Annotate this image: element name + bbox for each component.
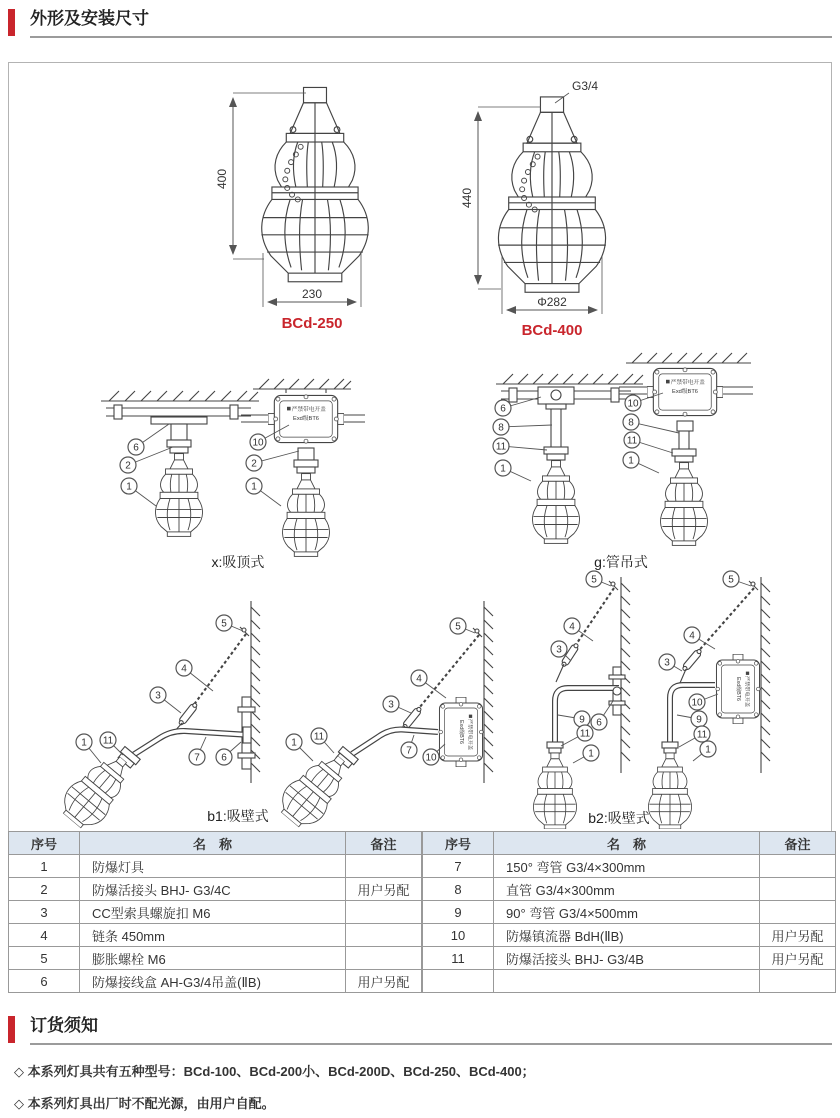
- callout-1: [623, 452, 659, 473]
- svg-text:1: 1: [500, 463, 506, 475]
- callout-11: [624, 432, 673, 453]
- svg-text:1: 1: [628, 455, 634, 467]
- callout-7: [401, 735, 417, 758]
- pipe-mount-figure-left: [493, 374, 643, 543]
- red-accent-bar: [8, 1016, 15, 1043]
- cell-name: 膨胀螺栓 M6: [80, 947, 346, 970]
- header-no: 序号: [9, 832, 80, 855]
- junction-box-drawing: [716, 654, 760, 724]
- svg-text:6: 6: [133, 442, 139, 454]
- wall-mount-b1-figure-left: [54, 601, 260, 831]
- svg-text:6: 6: [221, 752, 227, 764]
- cell-no: 10: [423, 924, 494, 947]
- svg-text:5: 5: [591, 574, 597, 586]
- parts-table: [8, 831, 832, 993]
- wall2-label: b2:吸壁式: [588, 810, 650, 826]
- cell-name: 150° 弯管 G3/4×300mm: [494, 855, 760, 878]
- cell-remark: [760, 878, 836, 901]
- header-no: 序号: [423, 832, 494, 855]
- dim-282: Φ282: [537, 295, 567, 309]
- bcd250-figure: [215, 87, 369, 332]
- technical-drawing: [9, 63, 831, 831]
- diagram-panel: [8, 62, 832, 831]
- ordering-notes: [14, 1061, 832, 1112]
- cell-remark: [346, 855, 422, 878]
- svg-text:11: 11: [495, 441, 507, 453]
- cell-remark: [346, 901, 422, 924]
- svg-text:9: 9: [579, 714, 585, 726]
- cell-no: 5: [9, 947, 80, 970]
- cell-remark: [760, 970, 836, 993]
- svg-text:4: 4: [569, 621, 575, 633]
- ceiling-mount-figure-left: [101, 391, 259, 536]
- table-row: [423, 947, 836, 970]
- svg-text:9: 9: [696, 714, 702, 726]
- lamp-drawing: [155, 454, 202, 537]
- table-row: [9, 878, 422, 901]
- thread-g34-label: G3/4: [571, 79, 599, 93]
- svg-text:8: 8: [628, 417, 634, 429]
- cell-no: [423, 970, 494, 993]
- cell-name: 防爆活接头 BHJ- G3/4C: [80, 878, 346, 901]
- cell-remark: 用户另配: [760, 947, 836, 970]
- dim-440: 440: [460, 187, 474, 209]
- svg-text:11: 11: [579, 728, 591, 740]
- catalog-page: [0, 8, 840, 1118]
- callout-1: [286, 734, 313, 761]
- cell-name: 防爆活接头 BHJ- G3/4B: [494, 947, 760, 970]
- svg-text:4: 4: [181, 663, 187, 675]
- pipe-mount-figure-right: [619, 353, 753, 545]
- svg-text:2: 2: [251, 458, 257, 470]
- table-header-row: [9, 832, 422, 855]
- callout-11: [493, 438, 547, 454]
- callout-4: [564, 618, 593, 641]
- section1-title: 外形及安装尺寸: [30, 8, 832, 38]
- callout-1: [495, 460, 531, 481]
- callout-6: [591, 701, 613, 730]
- junction-box-drawing: [439, 697, 483, 767]
- callout-3: [150, 687, 181, 713]
- callout-8: [623, 414, 679, 433]
- table-header-row: [423, 832, 836, 855]
- dim-230: 230: [301, 287, 323, 301]
- table-row: [423, 970, 836, 993]
- section2-title: 订货须知: [30, 1015, 832, 1045]
- bcd400-figure: [460, 79, 606, 339]
- note-models: ◇ 本系列灯具共有五种型号：BCd-100、BCd-200小、BCd-200D、BCd-250、BCd-400；: [14, 1064, 535, 1079]
- cell-name: 90° 弯管 G3/4×500mm: [494, 901, 760, 924]
- section-ordering-notes: [8, 1015, 832, 1045]
- lamp-drawing: [660, 463, 707, 546]
- junction-box-drawing: [268, 395, 344, 443]
- callout-7: [189, 737, 206, 765]
- callout-6: [216, 742, 241, 765]
- section-outline-dimensions: [8, 8, 832, 38]
- table-row: [9, 970, 422, 993]
- svg-text:4: 4: [416, 673, 422, 685]
- table-row: [9, 947, 422, 970]
- svg-text:10: 10: [425, 752, 437, 764]
- table-row: [9, 901, 422, 924]
- svg-text:1: 1: [81, 737, 87, 749]
- svg-text:11: 11: [696, 729, 708, 741]
- wall1-label: b1:吸壁式: [207, 808, 269, 824]
- callout-1: [573, 745, 599, 763]
- callout-6: [128, 424, 169, 455]
- callout-3: [383, 696, 411, 713]
- cell-no: 3: [9, 901, 80, 924]
- lamp-bcd250-drawing: [261, 87, 368, 281]
- cell-name: 防爆镇流器 BdH(ⅡB): [494, 924, 760, 947]
- callout-6: [495, 397, 541, 416]
- parts-table-right: [422, 831, 836, 993]
- table-row: [423, 901, 836, 924]
- svg-text:1: 1: [588, 748, 594, 760]
- cell-remark: [346, 947, 422, 970]
- callout-1: [246, 478, 281, 506]
- cell-remark: [760, 855, 836, 878]
- dim-400: 400: [215, 168, 229, 190]
- cell-no: 11: [423, 947, 494, 970]
- cell-remark: 用户另配: [346, 878, 422, 901]
- callout-5: [450, 618, 475, 634]
- model-bcd250: BCd-250: [281, 315, 343, 332]
- callout-4: [684, 627, 715, 649]
- table-row: [9, 855, 422, 878]
- callout-11: [561, 725, 593, 746]
- callout-4: [411, 670, 446, 698]
- cell-remark: 用户另配: [346, 970, 422, 993]
- wall-mount-b1-figure-right: [272, 601, 493, 831]
- header-remark: 备注: [346, 832, 422, 855]
- cell-name: 直管 G3/4×300mm: [494, 878, 760, 901]
- svg-text:2: 2: [125, 460, 131, 472]
- svg-text:7: 7: [194, 752, 200, 764]
- lamp-drawing: [282, 474, 329, 557]
- callout-11: [311, 728, 334, 753]
- svg-text:3: 3: [155, 690, 161, 702]
- svg-text:5: 5: [455, 621, 461, 633]
- callout-1: [76, 734, 101, 763]
- svg-text:11: 11: [626, 435, 638, 447]
- callout-1: [693, 741, 716, 761]
- header-name: 名 称: [80, 832, 346, 855]
- cell-name: [494, 970, 760, 993]
- callout-8: [493, 419, 552, 435]
- svg-text:6: 6: [596, 717, 602, 729]
- svg-text:1: 1: [705, 744, 711, 756]
- callout-5: [723, 571, 751, 587]
- cell-remark: 用户另配: [760, 924, 836, 947]
- svg-text:10: 10: [252, 437, 264, 449]
- callout-3: [659, 654, 682, 671]
- wall-mount-b2-figure-right: [648, 571, 770, 829]
- lamp-drawing: [648, 753, 691, 829]
- table-row: [9, 924, 422, 947]
- svg-text:11: 11: [313, 731, 325, 743]
- note-light-source: ◇ 本系列灯具出厂时不配光源，由用户自配。: [14, 1096, 275, 1111]
- cell-no: 7: [423, 855, 494, 878]
- table-row: [423, 878, 836, 901]
- lamp-drawing: [532, 461, 579, 544]
- svg-text:3: 3: [556, 644, 562, 656]
- svg-text:7: 7: [406, 745, 412, 757]
- cell-name: 链条 450mm: [80, 924, 346, 947]
- cell-no: 8: [423, 878, 494, 901]
- svg-text:10: 10: [691, 697, 703, 709]
- wall-mount-b2-figure-left: [533, 571, 630, 829]
- svg-text:3: 3: [388, 699, 394, 711]
- callout-5: [586, 571, 611, 587]
- cell-name: 防爆灯具: [80, 855, 346, 878]
- header-name: 名 称: [494, 832, 760, 855]
- callout-10: [689, 694, 718, 710]
- cell-remark: [760, 901, 836, 924]
- svg-text:3: 3: [664, 657, 670, 669]
- callout-4: [176, 660, 213, 691]
- callout-1: [121, 478, 156, 506]
- svg-text:10: 10: [627, 398, 639, 410]
- table-row: [423, 924, 836, 947]
- svg-text:1: 1: [126, 481, 132, 493]
- svg-text:11: 11: [102, 735, 114, 747]
- svg-text:5: 5: [221, 618, 227, 630]
- pipe-mount-label: g:管吊式: [594, 554, 648, 570]
- cell-no: 9: [423, 901, 494, 924]
- lamp-bcd400-drawing: [498, 97, 606, 292]
- callout-11: [100, 732, 123, 755]
- red-accent-bar: [8, 9, 15, 36]
- cell-no: 6: [9, 970, 80, 993]
- svg-text:5: 5: [728, 574, 734, 586]
- callout-5: [216, 615, 243, 631]
- svg-text:1: 1: [251, 481, 257, 493]
- table-row: [423, 855, 836, 878]
- lamp-drawing: [533, 753, 576, 829]
- cell-name: 防爆接线盒 AH-G3/4吊盖(ⅡB): [80, 970, 346, 993]
- ceiling-mount-label: x:吸顶式: [211, 554, 265, 570]
- svg-text:4: 4: [689, 630, 695, 642]
- svg-text:6: 6: [500, 403, 506, 415]
- svg-text:1: 1: [291, 737, 297, 749]
- cell-remark: [346, 924, 422, 947]
- cell-no: 2: [9, 878, 80, 901]
- model-bcd400: BCd-400: [521, 322, 583, 339]
- callout-9: [677, 711, 707, 727]
- ceiling-mount-figure-right: [241, 379, 365, 556]
- parts-table-left: [8, 831, 422, 993]
- callout-2: [246, 451, 299, 471]
- header-remark: 备注: [760, 832, 836, 855]
- junction-box-drawing: [647, 368, 723, 416]
- cell-no: 1: [9, 855, 80, 878]
- cell-no: 4: [9, 924, 80, 947]
- cell-name: CC型索具螺旋扣 M6: [80, 901, 346, 924]
- svg-text:8: 8: [498, 422, 504, 434]
